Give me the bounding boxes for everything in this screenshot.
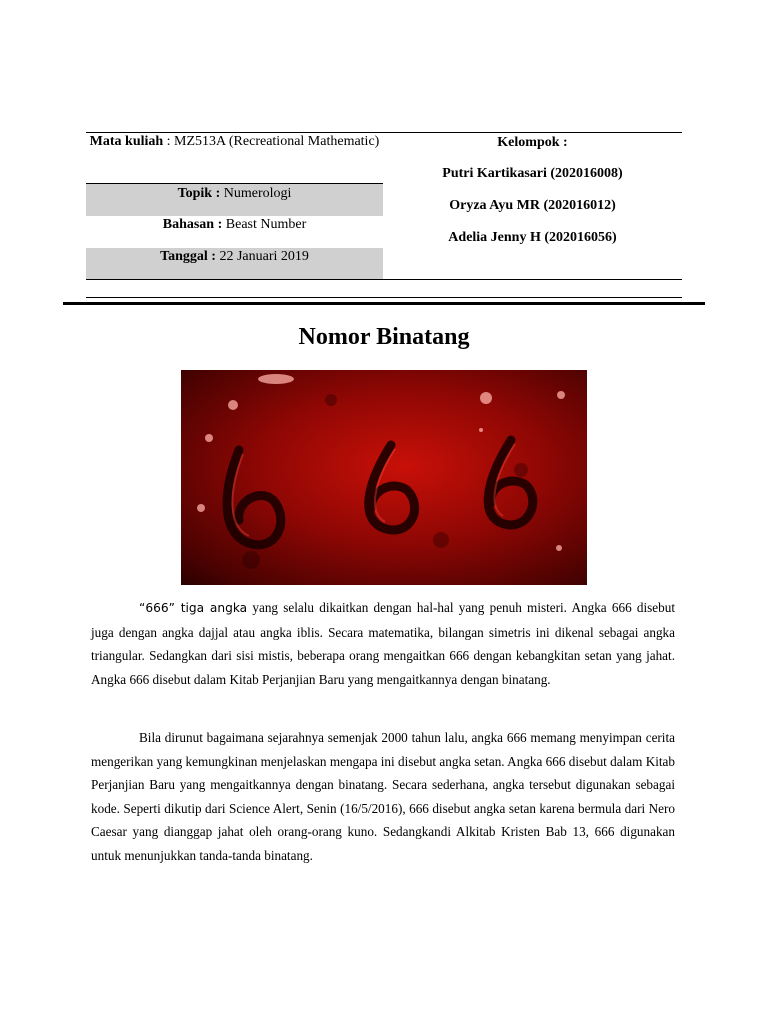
paragraph-2-text: Bila dirunut bagaimana sejarahnya semenjak 2000 tahun lalu, angka 666 memang menyimpan cerita mengerikan yang kemungkinan menjelaskan mengapa ini disebut angka setan. Angka 666 disebut dalam Kitab Perjanjian Baru yang mengaitkannya dengan binatang. Secara sederhana, angka tersebut digunakan sebagai kode. Seperti dikutip dari Science Alert, Senin (16/5/2016), 666 disebut angka setan karena bermula dari Nero Caesar yang dianggap jahat oleh orang-orang kuno. Sedangkandi Alkitab Kristen Bab 13, 666 digunakan untuk menunjukkan tanda-tanda binatang. — [91, 730, 675, 863]
table-bottom-rule — [86, 279, 682, 280]
mata-kuliah-label: Mata kuliah — [89, 134, 164, 149]
tanggal-value: 22 Januari 2019 — [219, 249, 309, 264]
member-2: Oryza Ayu MR (202016012) — [449, 198, 616, 213]
member-3: Adelia Jenny H (202016056) — [448, 230, 617, 245]
table-footer-rule — [86, 297, 682, 298]
topik-cell — [86, 184, 383, 216]
kelompok-label: Kelompok : — [497, 135, 568, 150]
tanggal-label: Tanggal : — [160, 249, 216, 264]
paragraph-2 — [91, 726, 675, 868]
bahasan-label: Bahasan : — [162, 217, 223, 232]
photo-666-image — [181, 370, 587, 585]
page-divider — [63, 302, 705, 305]
page-title: Nomor Binatang — [298, 324, 470, 350]
paragraph-1-quote: “666” tiga angka — [139, 601, 248, 615]
member-1: Putri Kartikasari (202016008) — [442, 166, 623, 181]
topik-value: Numerologi — [223, 186, 292, 201]
paragraph-1 — [91, 596, 675, 691]
bahasan-value: Beast Number — [225, 217, 307, 232]
mata-kuliah-cell — [86, 131, 383, 183]
photo-666-icon — [181, 370, 587, 585]
bahasan-cell — [86, 216, 383, 248]
topik-label: Topik : — [177, 186, 221, 201]
mata-kuliah-value: : MZ513A (Recreational Mathematic) — [166, 134, 380, 149]
tanggal-cell — [86, 248, 383, 279]
paragraph-1-text: yang selalu dikaitkan dengan hal-hal yang penuh misteri. Angka 666 disebut juga dengan angka dajjal atau angka iblis. Secara matematika, bilangan simetris ini dikenal sebagai angka triangular. Sedangkan dari sisi mistis, beberapa orang mengaitkan 666 dengan kebangkitan setan yang jahat. Angka 666 disebut dalam Kitab Perjanjian Baru yang mengaitkannya dengan binatang. — [91, 600, 675, 687]
